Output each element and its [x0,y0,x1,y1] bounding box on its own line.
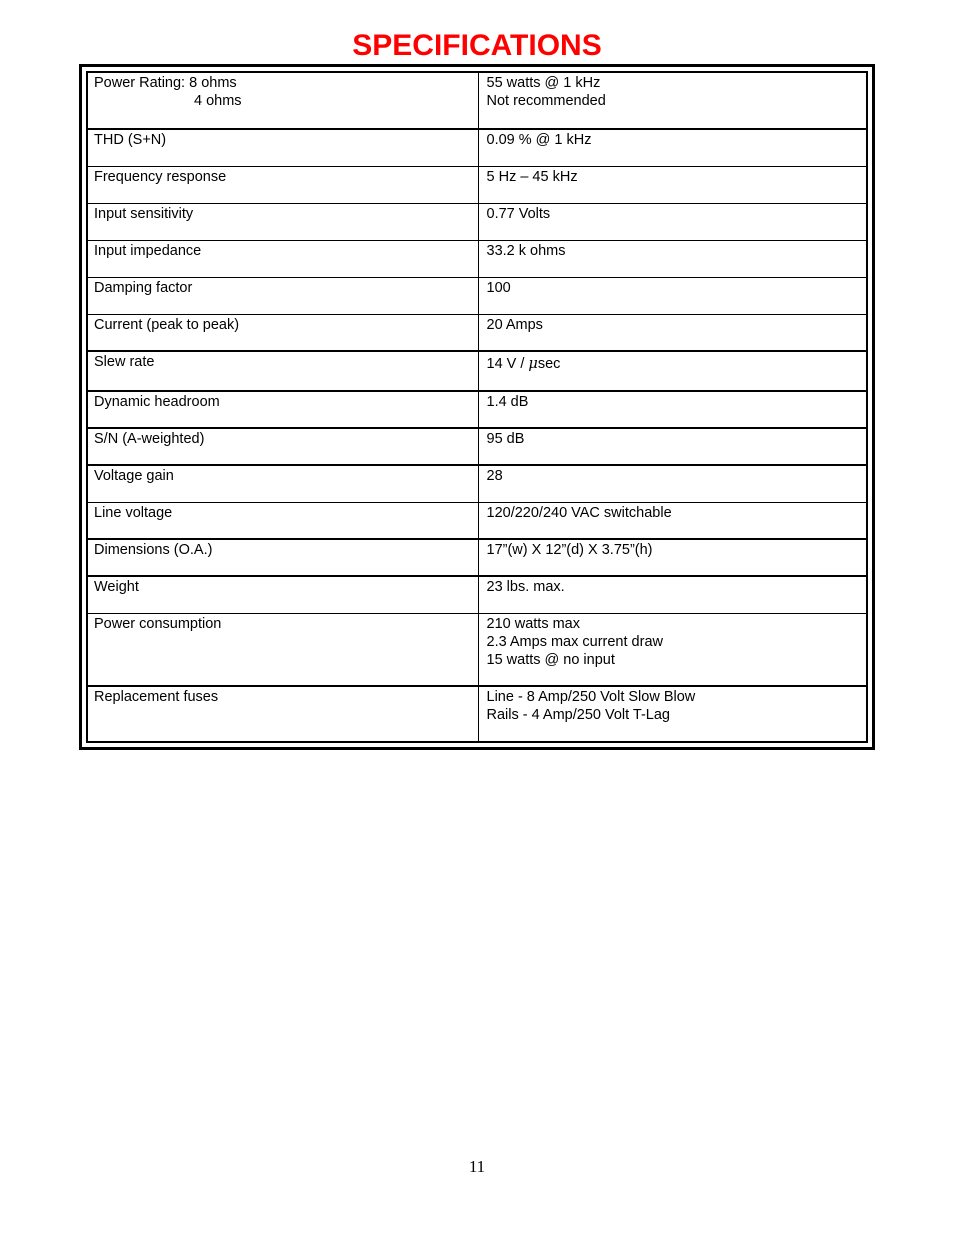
specifications-table [86,71,868,743]
spec-value: 33.2 k ohms [486,242,566,259]
spec-row-power-rating [87,72,867,129]
spec-value [478,72,867,129]
spec-label: Input impedance [87,240,478,277]
spec-value-line: Not recommended [486,93,606,109]
spec-value: 95 dB [486,431,525,447]
spec-row-slew-rate [87,351,867,391]
spec-row-current [87,314,867,351]
spec-row-input-sensitivity [87,203,867,240]
spec-label: Voltage gain [87,465,478,502]
spec-value [478,686,867,742]
spec-value-line: 2.3 Amps max current draw [486,633,663,650]
spec-value: 120/220/240 VAC switchable [486,504,672,521]
spec-label: Input sensitivity [87,203,478,240]
spec-row-line-voltage [87,502,867,539]
spec-value: 0.77 Volts [486,205,551,222]
spec-label: Replacement fuses [87,686,478,742]
spec-label [87,72,478,129]
spec-value [478,351,867,391]
spec-value: 28 [486,468,503,484]
spec-value-line: Rails - 4 Amp/250 Volt T-Lag [486,707,671,723]
specifications-table-frame [79,64,875,750]
spec-value-line: Line - 8 Amp/250 Volt Slow Blow [486,689,696,705]
spec-label-line: 4 ohms [194,93,242,109]
spec-label-line: Power Rating: 8 ohms [94,75,237,91]
spec-label: S/N (A-weighted) [87,428,478,465]
spec-row-input-impedance [87,240,867,277]
spec-label: Dynamic headroom [87,391,478,428]
page-title: SPECIFICATIONS [352,29,602,62]
spec-row-dimensions [87,539,867,576]
spec-row-power-consumption [87,613,867,686]
spec-row-voltage-gain [87,465,867,502]
spec-row-thd [87,129,867,166]
spec-label: Frequency response [87,166,478,203]
spec-value-unit: sec [537,356,561,372]
spec-row-frequency-response [87,166,867,203]
spec-row-weight [87,576,867,613]
spec-label: Power consumption [87,613,478,686]
micro-symbol: μ [528,356,538,372]
spec-value: 17”(w) X 12”(d) X 3.75”(h) [486,542,653,558]
spec-label: Current (peak to peak) [87,314,478,351]
spec-row-signal-to-noise [87,428,867,465]
spec-row-dynamic-headroom [87,391,867,428]
spec-value-text: 14 V / [486,356,529,372]
spec-label: Dimensions (O.A.) [87,539,478,576]
spec-label: Slew rate [87,351,478,391]
spec-label: THD (S+N) [87,129,478,166]
spec-row-damping-factor [87,277,867,314]
spec-value [478,613,867,686]
spec-value-line: 210 watts max [486,615,580,632]
spec-value-line: 55 watts @ 1 kHz [486,75,601,91]
spec-row-replacement-fuses [87,686,867,742]
spec-value: 1.4 dB [486,394,529,410]
spec-value: 0.09 % @ 1 kHz [486,132,592,148]
spec-label: Line voltage [87,502,478,539]
spec-value: 23 lbs. max. [486,579,565,595]
spec-label: Weight [87,576,478,613]
spec-value: 20 Amps [486,316,543,333]
spec-value-line: 15 watts @ no input [486,651,615,668]
spec-label: Damping factor [87,277,478,314]
spec-value: 5 Hz – 45 kHz [486,168,578,185]
page-number: 11 [468,1157,486,1176]
spec-value: 100 [486,279,511,296]
